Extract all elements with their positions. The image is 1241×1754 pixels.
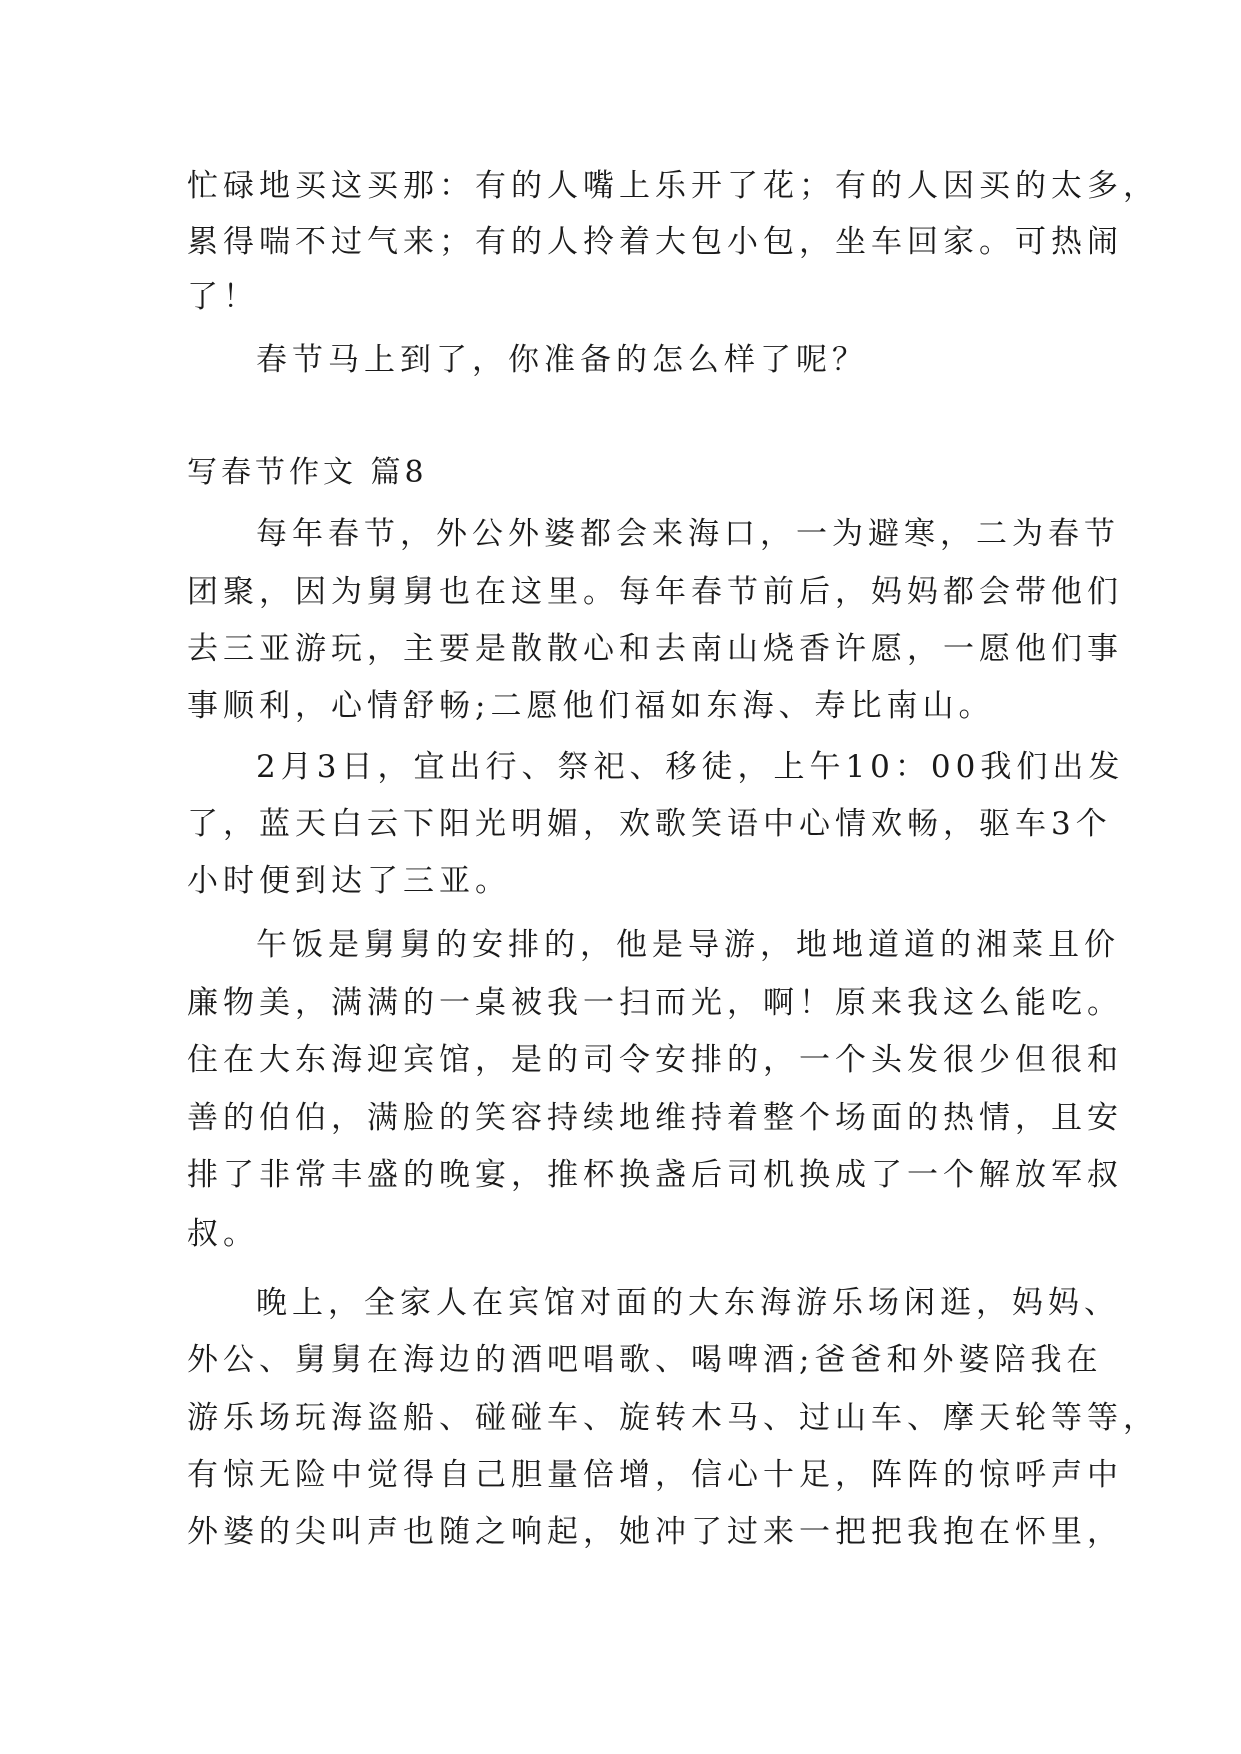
text-line: 小时便到达了三亚。: [187, 863, 511, 899]
text-line: 每年春节，外公外婆都会来海口，一为避寒，二为春节: [256, 516, 1120, 552]
text-line: 事顺利，心情舒畅;二愿他们福如东海、寿比南山。: [187, 688, 995, 724]
text-line: 了！: [187, 279, 259, 315]
section-heading: 写春节作文 篇8: [187, 455, 428, 490]
text-line: 有惊无险中觉得自己胆量倍增，信心十足，阵阵的惊呼声中: [187, 1457, 1123, 1493]
text-line: 晚上，全家人在宾馆对面的大东海游乐场闲逛，妈妈、: [256, 1285, 1120, 1321]
text-line: 累得喘不过气来；有的人拎着大包小包，坐车回家。可热闹: [187, 224, 1123, 260]
text-line: 住在大东海迎宾馆，是的司令安排的，一个头发很少但很和: [187, 1042, 1123, 1078]
text-line: 去三亚游玩，主要是散散心和去南山烧香许愿，一愿他们事: [187, 631, 1123, 667]
text-line: 春节马上到了，你准备的怎么样了呢？: [256, 342, 868, 378]
text-line: 叔。: [187, 1216, 259, 1252]
text-line: 排了非常丰盛的晚宴，推杯换盏后司机换成了一个解放军叔: [187, 1157, 1123, 1193]
text-line: 游乐场玩海盗船、碰碰车、旋转木马、过山车、摩天轮等等，: [187, 1400, 1159, 1436]
text-line: 外公、舅舅在海边的酒吧唱歌、喝啤酒;爸爸和外婆陪我在: [187, 1342, 1103, 1378]
text-line: 午饭是舅舅的安排的，他是导游，地地道道的湘菜且价: [256, 927, 1120, 963]
text-line: 2月3日，宜出行、祭祀、移徒，上午10：00我们出发: [256, 749, 1125, 785]
text-line: 廉物美，满满的一桌被我一扫而光，啊！原来我这么能吃。: [187, 985, 1123, 1021]
text-line: 了，蓝天白云下阳光明媚，欢歌笑语中心情欢畅，驱车3个: [187, 806, 1112, 842]
text-line: 善的伯伯，满脸的笑容持续地维持着整个场面的热情，且安: [187, 1100, 1123, 1136]
text-line: 团聚，因为舅舅也在这里。每年春节前后，妈妈都会带他们: [187, 574, 1123, 610]
text-line: 忙碌地买这买那：有的人嘴上乐开了花；有的人因买的太多，: [187, 168, 1159, 204]
text-line: 外婆的尖叫声也随之响起，她冲了过来一把把我抱在怀里，: [187, 1514, 1123, 1550]
